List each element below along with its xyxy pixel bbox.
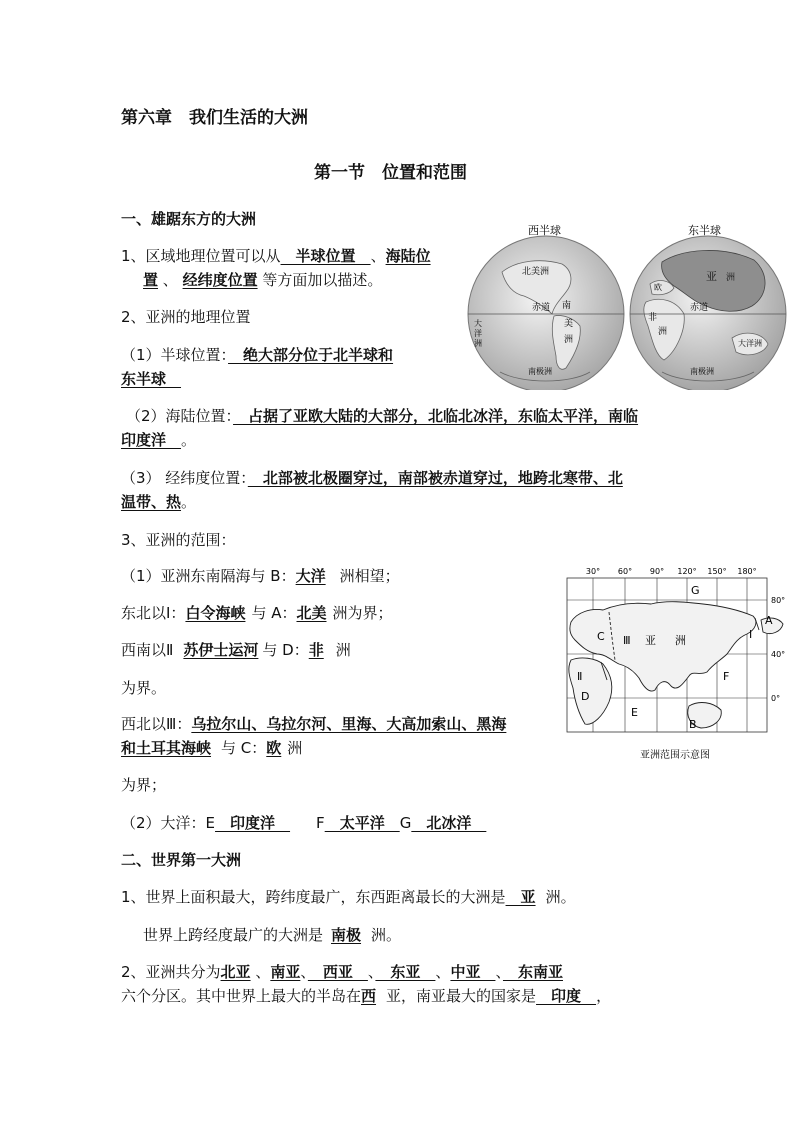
longitude-label: 90° xyxy=(649,567,665,576)
west-title: 西半球 xyxy=(528,224,561,237)
west-label: 北美洲 xyxy=(522,267,550,277)
q3-l2-suffix: 洲为界； xyxy=(332,604,393,622)
q3-l2-answer-2: 北美 xyxy=(296,604,327,622)
q3-l3-prefix: 西南以Ⅱ xyxy=(121,641,174,659)
p2-l2-answer-4: 东亚 xyxy=(375,963,436,981)
q3-line5 xyxy=(121,813,486,833)
east-label: 亚 xyxy=(706,270,717,283)
latitude-label: 40° xyxy=(771,650,786,659)
region-label: I xyxy=(749,628,753,641)
east-title: 东半球 xyxy=(688,224,721,237)
p2-l1-answer: 亚 xyxy=(505,888,536,906)
q1-sep-1: 、 xyxy=(370,247,386,265)
p2-l1b-prefix: 世界上跨经度最广的大洲是 xyxy=(143,926,324,944)
p2-l2-answer-3: 西亚 xyxy=(307,963,368,981)
asia-map-svg xyxy=(557,564,793,764)
west-label: 南极洲 xyxy=(528,367,552,376)
q3-line4 xyxy=(121,714,506,734)
q2-label: 2、亚洲的地理位置 xyxy=(121,308,251,326)
region-label: Ⅲ xyxy=(623,634,631,647)
p2-l2-sep3: 、 xyxy=(367,963,376,981)
west-label: 洋 xyxy=(474,329,482,338)
q3-l5-answer-1: 印度洋 xyxy=(215,814,291,832)
west-label: 美 xyxy=(564,319,574,329)
q3-l5-g: G xyxy=(399,814,412,832)
q2-latlon-answer-2: 温带、热 xyxy=(121,493,182,511)
part2-heading: 二、世界第一大洲 xyxy=(121,851,242,869)
region-label: B xyxy=(689,718,697,731)
p2-l2b-answer-2: 印度 xyxy=(536,987,597,1005)
longitude-label: 30° xyxy=(585,567,601,576)
q2-sea-prefix: （2）海陆位置： xyxy=(126,407,234,425)
q3-l4-mid: 与 C： xyxy=(221,739,267,757)
region-label: A xyxy=(765,614,773,627)
longitude-label: 150° xyxy=(707,567,727,576)
q3-l4-answer-1: 乌拉尔山、乌拉尔河、里海、大高加索山、黑海 xyxy=(191,715,507,733)
longitude-label: 60° xyxy=(617,567,633,576)
region-label: C xyxy=(597,630,605,643)
q3-line4-cont xyxy=(121,738,302,758)
q3-line3 xyxy=(121,640,351,660)
region-label: D xyxy=(581,690,590,703)
q3-l1-prefix: （1）亚洲东南隔海与 B： xyxy=(121,567,296,585)
q1-sep-2: 、 xyxy=(158,271,183,289)
q2-sea-line2 xyxy=(121,430,196,450)
hemisphere-svg xyxy=(462,222,788,390)
longitude-label: 180° xyxy=(737,567,757,576)
q2-latlon-line1 xyxy=(121,468,623,488)
q3-l5-answer-3: 北冰洋 xyxy=(411,814,487,832)
p2-l2-prefix: 2、亚洲共分为 xyxy=(121,963,221,981)
p2-l2b-suffix: ， xyxy=(596,987,612,1005)
q3-l2-answer-1: 白令海峡 xyxy=(185,604,246,622)
q2-latlon-suffix: 。 xyxy=(181,493,197,511)
q2-sea-answer-2: 印度洋 xyxy=(121,431,182,449)
q3-l5-prefix: （2）大洋：E xyxy=(121,814,216,832)
west-hemisphere-globe xyxy=(468,223,624,390)
q1-prefix: 1、区域地理位置可以从 xyxy=(121,247,281,265)
longitude-label: 120° xyxy=(677,567,697,576)
region-label: G xyxy=(691,584,700,597)
west-label: 赤道 xyxy=(532,303,551,313)
q1-answer-2: 海陆位 xyxy=(385,247,431,265)
latitude-label: 0° xyxy=(771,694,781,703)
q1-line2 xyxy=(143,270,382,290)
region-label: 亚 xyxy=(645,634,656,647)
q1-suffix: 等方面加以描述。 xyxy=(257,271,383,289)
q3-l3-suffix: 洲 xyxy=(335,641,351,659)
hemisphere-figure xyxy=(462,222,788,390)
region-label: Ⅱ xyxy=(577,670,583,683)
p2-l2-sep1: 、 xyxy=(250,963,271,981)
section-title: 第一节 位置和范围 xyxy=(314,163,467,183)
west-label: 洲 xyxy=(564,335,574,345)
q3-l4-suffix: 洲 xyxy=(287,739,303,757)
part1-heading: 一、雄踞东方的大洲 xyxy=(121,210,257,228)
p2-line1 xyxy=(121,887,576,907)
q1-answer-3: 置 xyxy=(143,271,159,289)
p2-l2b-mid: 亚，南亚最大的国家是 xyxy=(386,987,537,1005)
p2-l2-answer-2: 南亚 xyxy=(270,963,301,981)
q2-hemisphere-line1 xyxy=(121,345,393,365)
p2-l2-sep5: 、 xyxy=(495,963,503,981)
q2-sea-answer: 占据了亚欧大陆的大部分，北临北冰洋，东临太平洋，南临 xyxy=(233,407,639,425)
west-label: 洲 xyxy=(474,339,482,348)
q1-answer-4: 经纬度位置 xyxy=(182,271,258,289)
q2-latlon-line2 xyxy=(121,492,196,512)
q1-answer-1: 半球位置 xyxy=(280,247,371,265)
q3-line1 xyxy=(121,566,400,586)
q3-l5-answer-2: 太平洋 xyxy=(324,814,400,832)
p2-line1b xyxy=(143,925,401,945)
q2-hemisphere-line2 xyxy=(121,369,181,389)
east-label: 非 xyxy=(648,313,658,323)
region-label: F xyxy=(723,670,730,683)
east-label: 南极洲 xyxy=(690,367,714,376)
p2-l1b-answer: 南极 xyxy=(331,926,362,944)
q2-sea-suffix: 。 xyxy=(181,431,197,449)
east-hemisphere-globe xyxy=(630,223,786,390)
east-label: 赤道 xyxy=(690,303,709,313)
q3-l1-suffix: 洲相望； xyxy=(339,567,400,585)
p2-l2-sep4: 、 xyxy=(435,963,451,981)
west-label: 大 xyxy=(474,319,482,328)
p2-l1-prefix: 1、世界上面积最大，跨纬度最广，东西距离最长的大洲是 xyxy=(121,888,506,906)
p2-l2-sep2: 、 xyxy=(300,963,308,981)
q3-label: 3、亚洲的范围： xyxy=(121,531,236,549)
q3-l3-answer-1: 苏伊士运河 xyxy=(183,641,259,659)
east-label: 洲 xyxy=(726,273,736,283)
q3-line4b: 为界； xyxy=(121,776,167,794)
east-label: 欧 xyxy=(654,283,662,292)
q3-line2 xyxy=(121,603,393,623)
p2-line2 xyxy=(121,962,563,982)
asia-range-map xyxy=(557,564,793,764)
q3-l3-mid: 与 D： xyxy=(262,641,309,659)
p2-l1-suffix: 洲。 xyxy=(545,888,576,906)
q3-l2-prefix: 东北以Ⅰ： xyxy=(121,604,186,622)
q3-l2-mid: 与 A： xyxy=(251,604,297,622)
asia-map-caption: 亚洲范围示意图 xyxy=(640,750,710,761)
p2-l2b-answer-1: 西 xyxy=(361,987,377,1005)
region-label: 洲 xyxy=(675,634,686,647)
q2-sea-line1 xyxy=(126,406,638,426)
q3-l4-answer-3: 欧 xyxy=(266,739,282,757)
q3-line3b: 为界。 xyxy=(121,679,167,697)
p2-l2b-prefix: 六个分区。其中世界上最大的半岛在 xyxy=(121,987,362,1005)
q2-latlon-answer: 北部被北极圈穿过，南部被赤道穿过，地跨北寒带、北 xyxy=(247,469,623,487)
p2-l2-answer-5: 中亚 xyxy=(450,963,496,981)
q3-l5-f: F xyxy=(316,814,325,832)
q2-hemisphere-prefix: （1）半球位置： xyxy=(121,346,229,364)
p2-l1b-suffix: 洲。 xyxy=(371,926,402,944)
q2-hemisphere-answer: 绝大部分位于北半球和 xyxy=(228,346,394,364)
q3-l4-prefix: 西北以Ⅲ： xyxy=(121,715,192,733)
p2-l2-answer-1: 北亚 xyxy=(220,963,251,981)
q2-hemisphere-answer-2: 东半球 xyxy=(121,370,182,388)
q3-l3-answer-2: 非 xyxy=(308,641,324,659)
region-label: E xyxy=(631,706,638,719)
east-label: 洲 xyxy=(658,327,668,337)
latitude-label: 80° xyxy=(771,596,786,605)
chapter-title: 第六章 我们生活的大洲 xyxy=(121,108,308,128)
q3-l1-answer: 大洋 xyxy=(295,567,326,585)
q2-latlon-prefix: （3） 经纬度位置： xyxy=(121,469,248,487)
q1-line1 xyxy=(121,246,431,266)
west-label: 南 xyxy=(562,301,572,311)
q3-l4-answer-2: 和土耳其海峡 xyxy=(121,739,212,757)
p2-l2-answer-6: 东南亚 xyxy=(502,963,563,981)
east-label: 大洋洲 xyxy=(738,339,762,348)
p2-line2b xyxy=(121,986,611,1006)
